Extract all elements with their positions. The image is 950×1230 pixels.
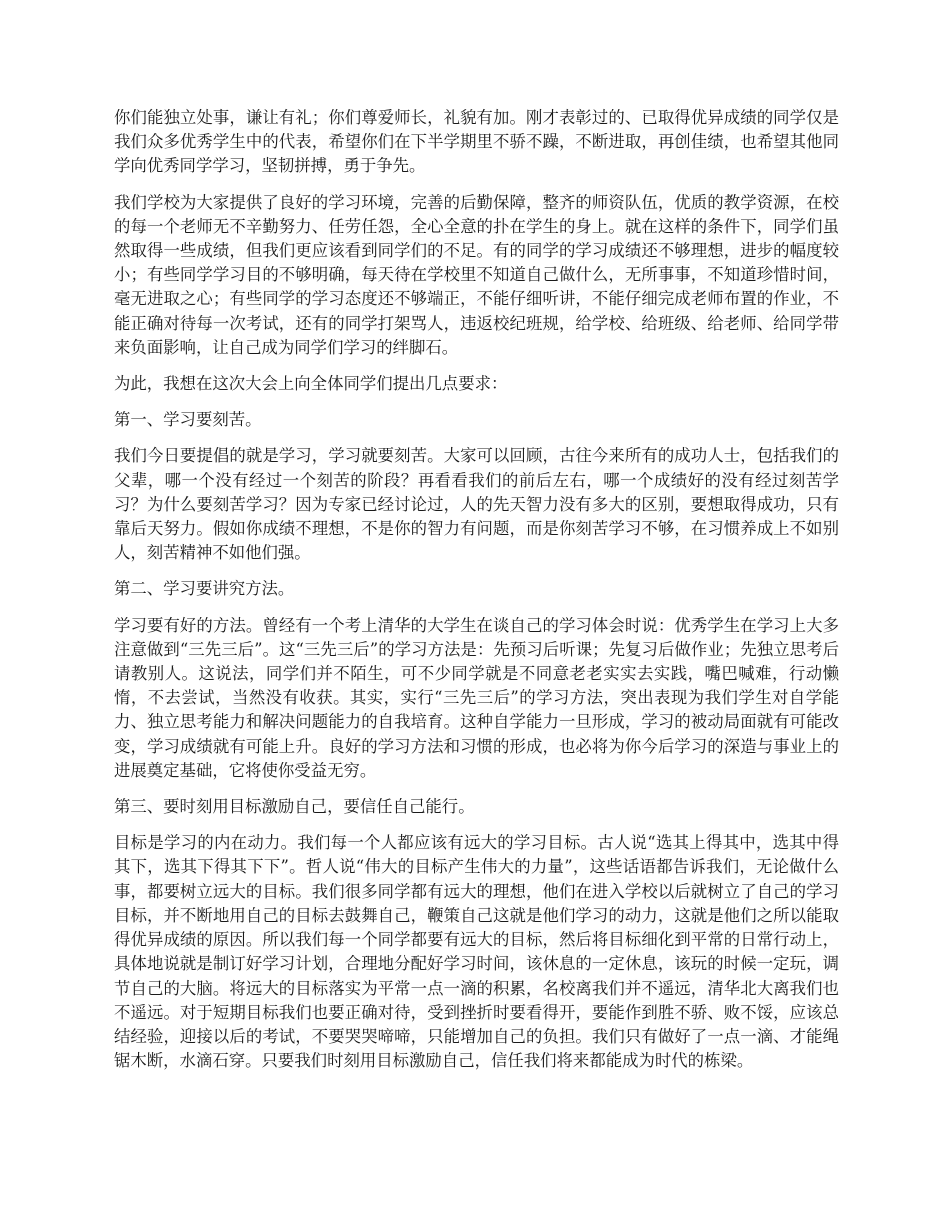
document-body	[114, 106, 839, 1085]
paragraph-requirements-intro: 为此，我想在这次大会上向全体同学们提出几点要求：	[114, 374, 508, 394]
heading-point-two: 第二、学习要讲究方法。	[114, 579, 295, 599]
heading-point-three: 第三、要时刻用目标激励自己，要信任自己能行。	[114, 797, 475, 817]
paragraph-intro: 你们能独立处事，谦让有礼；你们尊爱师长，礼貌有加。刚才表彰过的、已取得优异成绩的同学仅是我们众多优秀学生中的代表，希望你们在下半学期里不骄不躁，不断进取，再创佳绩，也希望其他同学向优秀同学学习，坚韧拼搏，勇于争先。	[114, 108, 839, 176]
heading-point-one: 第一、学习要刻苦。	[114, 410, 262, 430]
paragraph-point-three: 目标是学习的内在动力。我们每一个人都应该有远大的学习目标。古人说“选其上得其中，选其中得其下，选其下得其下下”。哲人说“伟大的目标产生伟大的力量”，这些话语都告诉我们，无论做什么事，都要树立远大的目标。我们很多同学都有远大的理想，他们在进入学校以后就树立了自己的学习目标，并不断地用自己的目标去鼓舞自己，鞭策自己这就是他们学习的动力，这就是他们之所以能取得优异成绩的原因。所以我们每一个同学都要有远大的目标，然后将目标细化到平常的日常行动上，具体地说就是制订好学习计划，合理地分配好学习时间，该休息的一定休息，该玩的时候一定玩，调节自己的大脑。将远大的目标落实为平常一点一滴的积累，名校离我们并不遥远，清华北大离我们也不遥远。对于短期目标我们也要正确对待，受到挫折时要看得开，要能作到胜不骄、败不馁，应该总结经验，迎接以后的考试，不要哭哭啼啼，只能增加自己的负担。我们只有做好了一点一滴、才能绳锯木断，水滴石穿。只要我们时刻用目标激励自己，信任我们将来都能成为时代的栋梁。	[114, 833, 839, 1071]
paragraph-school-environment: 我们学校为大家提供了良好的学习环境，完善的后勤保障，整齐的师资队伍，优质的教学资源，在校的每一个老师无不辛勤努力、任劳任怨，全心全意的扑在学生的身上。就在这样的条件下，同学们虽然取得一些成绩，但我们更应该看到同学们的不足。有的同学的学习成绩还不够理想，进步的幅度较小；有些同学学习目的不够明确，每天待在学校里不知道自己做什么，无所事事，不知道珍惜时间，毫无进取之心；有些同学的学习态度还不够端正，不能仔细听讲，不能仔细完成老师布置的作业，不能正确对待每一次考试，还有的同学打架骂人，违返校纪班规，给学校、给班级、给老师、给同学带来负面影响，让自己成为同学们学习的绊脚石。	[114, 192, 839, 357]
paragraph-point-one: 我们今日要提倡的就是学习，学习就要刻苦。大家可以回顾，古往今来所有的成功人士，包括我们的父辈，哪一个没有经过一个刻苦的阶段？再看看我们的前后左右，哪一个成绩好的没有经过刻苦学习？为什么要刻苦学习？因为专家已经讨论过，人的先天智力没有多大的区别，要想取得成功，只有靠后天努力。假如你成绩不理想，不是你的智力有问题，而是你刻苦学习不够，在习惯养成上不如别人，刻苦精神不如他们强。	[114, 446, 839, 563]
paragraph-point-two: 学习要有好的方法。曾经有一个考上清华的大学生在谈自己的学习体会时说：优秀学生在学习上大多注意做到“三先三后”。这“三先三后”的学习方法是：先预习后听课；先复习后做作业；先独立思考后请教别人。这说法，同学们并不陌生，可不少同学就是不同意老老实实去实践，嘴巴喊难，行动懒惰，不去尝试，当然没有收获。其实，实行“三先三后”的学习方法，突出表现为我们学生对自学能力、独立思考能力和解决问题能力的自我培育。这种自学能力一旦形成，学习的被动局面就有可能改变，学习成绩就有可能上升。良好的学习方法和习惯的形成，也必将为你今后学习的深造与事业上的进展奠定基础，它将使你受益无穷。	[114, 615, 839, 780]
